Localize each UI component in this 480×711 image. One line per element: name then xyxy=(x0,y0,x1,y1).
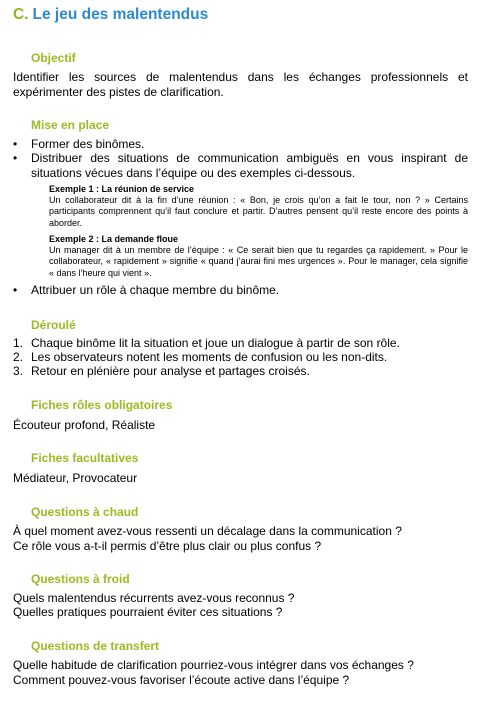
list-item xyxy=(13,336,468,351)
section-title-text: Le jeu des malentendus xyxy=(32,6,209,23)
questions-chaud-heading: Questions à chaud xyxy=(31,505,139,519)
questions-froid-heading: Questions à froid xyxy=(31,572,130,586)
example-text: Un collaborateur dit à la fin d’une réunion : « Bon, je crois qu’on a fait le tour, non ? » Certains participants comprennent qu’il faut conclure et partir. D’autres pensent qu’il reste encore des points à aborder. xyxy=(49,195,468,228)
question-line: Quels malentendus récurrents avez-vous reconnus ? xyxy=(13,591,295,605)
objectif-heading: Objectif xyxy=(31,51,76,65)
questions-transfert-heading: Questions de transfert xyxy=(31,639,160,653)
section-letter: C. xyxy=(13,6,29,23)
bullet-icon: • xyxy=(13,283,18,297)
section-title xyxy=(13,6,208,24)
list-item xyxy=(13,151,468,180)
example-box xyxy=(49,184,468,229)
fiches-obligatoires-heading: Fiches rôles obligatoires xyxy=(31,398,173,412)
example-box xyxy=(49,234,468,279)
objectif-text: Identifier les sources de malentendus dans les échanges professionnels et expérimenter des pistes de clarification. xyxy=(13,70,468,99)
list-item-text: Former des binômes. xyxy=(31,137,145,151)
question-line: Quelle habitude de clarification pourriez-vous intégrer dans vos échanges ? xyxy=(13,658,414,672)
fiches-obligatoires-text: Écouteur profond, Réaliste xyxy=(13,418,156,432)
question-line: Comment pouvez-vous favoriser l’écoute active dans l’équipe ? xyxy=(13,673,350,687)
list-item xyxy=(13,137,468,152)
example-text: Un manager dit à un membre de l’équipe : « Ce serait bien que tu regardes ça rapidement. » Pour le collaborateur, « rapidement » signifie « quand j’aurai fini mes urgences ». Pour le manager, cela signifie « dans l’heure qui vient ». xyxy=(49,245,468,278)
list-item-text: Les observateurs notent les moments de confusion ou les non-dits. xyxy=(31,350,388,364)
bullet-icon: • xyxy=(13,137,18,151)
bullet-icon: • xyxy=(13,151,18,165)
question-line: Ce rôle vous a-t-il permis d’être plus clair ou plus confus ? xyxy=(13,539,322,553)
step-number: 1. xyxy=(13,336,24,350)
deroule-heading: Déroulé xyxy=(31,318,76,332)
step-number: 2. xyxy=(13,350,24,364)
fiches-facultatives-text: Médiateur, Provocateur xyxy=(13,471,138,485)
example-title: Exemple 1 : La réunion de service xyxy=(49,184,195,194)
mise-en-place-heading: Mise en place xyxy=(31,118,110,132)
list-item-text: Chaque binôme lit la situation et joue un dialogue à partir de son rôle. xyxy=(31,336,400,350)
list-item-text: Retour en plénière pour analyse et partages croisés. xyxy=(31,364,310,378)
question-line: À quel moment avez-vous ressenti un décalage dans la communication ? xyxy=(13,524,402,538)
example-title: Exemple 2 : La demande floue xyxy=(49,234,179,244)
question-line: Quelles pratiques pourraient éviter ces situations ? xyxy=(13,605,283,619)
step-number: 3. xyxy=(13,364,24,378)
list-item-text: Distribuer des situations de communication ambiguës en vous inspirant de situations vécues dans l’équipe ou des exemples ci-dessous. xyxy=(31,151,468,180)
fiches-facultatives-heading: Fiches facultatives xyxy=(31,451,139,465)
list-item xyxy=(13,364,468,379)
list-item xyxy=(13,350,468,365)
list-item xyxy=(13,283,468,298)
list-item-text: Attribuer un rôle à chaque membre du binôme. xyxy=(31,283,280,297)
